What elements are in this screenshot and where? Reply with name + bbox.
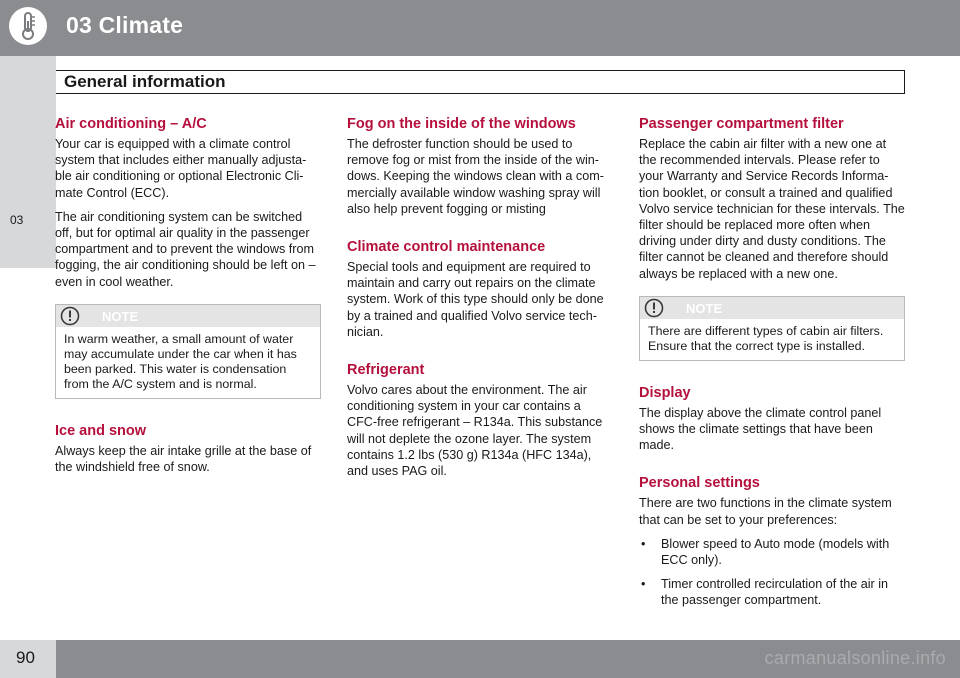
paragraph-ice-snow: Always keep the air intake grille at the base of the windshield free of snow. [55,443,312,475]
bullet-icon: • [641,536,646,551]
note-box-filter-types [639,296,905,361]
heading-personal-settings: Personal settings [639,475,760,492]
chapter-side-tab [0,56,56,268]
heading-refrigerant: Refrigerant [347,362,425,379]
note-label: NOTE [102,308,139,324]
column-3 [639,116,905,617]
heading-ice-snow: Ice and snow [55,422,147,439]
watermark: carmanualsonline.info [764,648,946,668]
note-header [640,297,904,319]
paragraph-ac-intro: Your car is equipped with a climate control system that includes either manually adjusta-ble air conditioning or optional Electronic Cli-mate Control (ECC). [55,137,307,200]
exclamation-icon [60,306,80,326]
page-number: 90 [16,648,35,667]
heading-climate-maintenance: Climate control maintenance [347,239,546,256]
paragraph-climate-maintenance: Special tools and equipment are required to maintain and carry out repairs on the climate system. Work of this type should only be done by a trained and qualified Volvo service tech-nician. [347,260,604,339]
heading-fog-windows: Fog on the inside of the windows [347,116,576,132]
heading-cabin-filter: Passenger compartment filter [639,116,844,132]
chapter-number: 03 [10,213,24,227]
column-1 [55,116,321,483]
heading-air-conditioning: Air conditioning – A/C [55,116,207,132]
section-title: General information [64,72,226,91]
paragraph-cabin-filter: Replace the cabin air filter with a new one at the recommended intervals. Please refer to your Warranty and Service Records Informa-tion booklet, or consult a trained and qualified Volvo service technician for these intervals. The filter should be replaced more often when driving under dirty and dusty conditions. The filter cannot be cleaned and therefore should always be replaced with a new one. [639,137,905,281]
note-text: In warm weather, a small amount of water may accumulate under the car when it has been parked. This water is condensation from the A/C system and is normal. [64,331,297,391]
paragraph-refrigerant: Volvo cares about the environment. The air conditioning system in your car contains a CFC-free refrigerant – R134a. This substance will not deplete the ozone layer. The system contains 1.2 lbs (530 g) R134a (HFC 134a), and uses PAG oil. [347,383,603,479]
list-item: • Blower speed to Auto mode (models with ECC only). [641,536,890,568]
chapter-icon-box [0,0,56,56]
exclamation-icon [644,298,664,318]
paragraph-personal-settings: There are two functions in the climate system that can be set to your preferences: [639,496,892,527]
thermometer-icon [9,7,47,45]
bullet-icon: • [641,577,646,592]
note-header [56,305,320,327]
list-item: • Timer controlled recirculation of the air in the passenger compartment. [641,577,889,608]
column-2 [347,116,613,487]
personal-settings-list [639,536,905,609]
note-label: NOTE [686,300,723,316]
heading-display: Display [639,384,691,401]
paragraph-fog-windows: The defroster function should be used to remove fog or mist from the inside of the win-dows. Keeping the windows clean with a com-mercially available window washing spray will also help prevent fogging or misting [347,137,604,216]
paragraph-ac-switch: The air conditioning system can be switched off, but for optimal air quality in the passenger compartment and to prevent the windows from fogging, the air conditioning should be left on – even in cool weather. [55,209,316,289]
note-text: There are different types of cabin air filters. Ensure that the correct type is installed. [648,323,884,353]
note-box-condensation [55,304,321,399]
paragraph-display: The display above the climate control panel shows the climate settings that have been made. [639,405,882,453]
chapter-title: 03 Climate [66,12,184,38]
